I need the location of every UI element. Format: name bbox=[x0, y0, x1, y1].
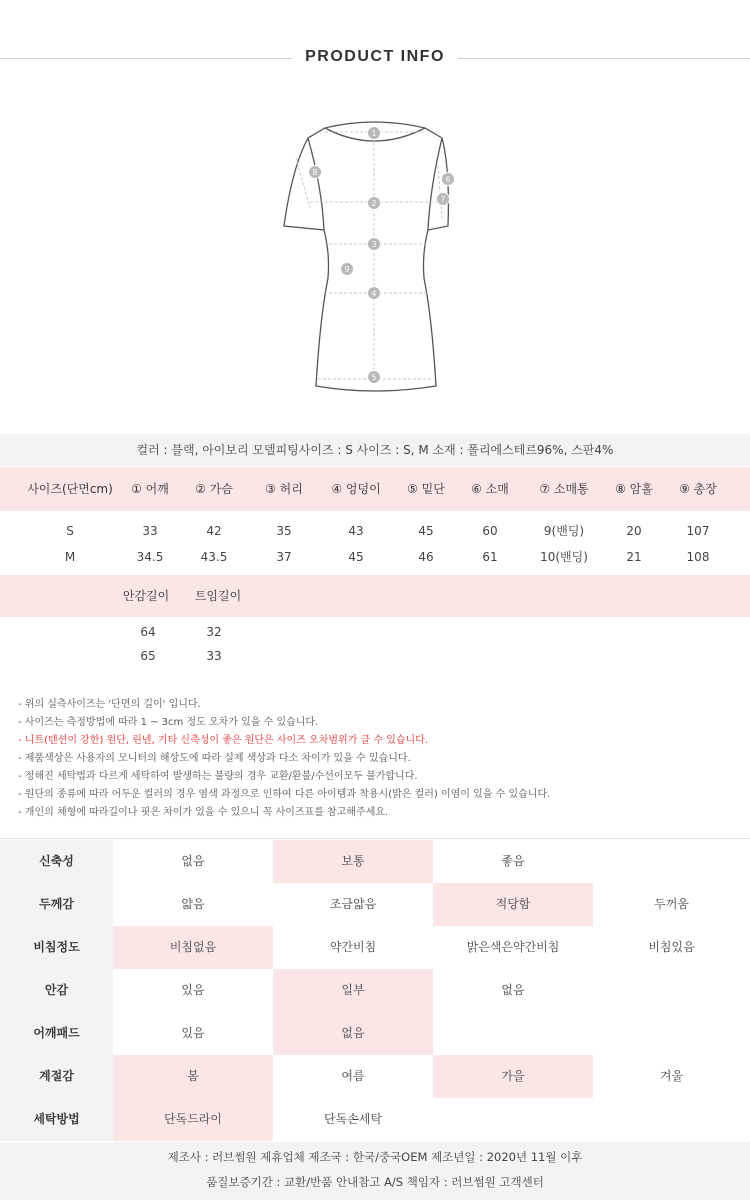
size-cell: M bbox=[64, 550, 76, 564]
col-header-length: ⑨ 총장 bbox=[679, 482, 717, 496]
feature-row-lining bbox=[0, 969, 750, 1012]
footer-line-warranty: 품질보증기간 : 교환/반품 안내참고 A/S 책임자 : 러브썸원 고객센터 bbox=[206, 1175, 544, 1189]
table-row bbox=[0, 619, 750, 645]
col-header-slit-length: 트임길이 bbox=[194, 589, 242, 603]
armhole-cell: 21 bbox=[626, 550, 642, 564]
size-notes bbox=[18, 696, 738, 822]
note-line: - 원단의 종류에 따라 어두운 컬러의 경우 염색 과정으로 인하여 다른 아이템과 착용시(밝은 컬러) 이염이 있을 수 있습니다. bbox=[18, 789, 551, 800]
feature-option: 겨울 bbox=[659, 1069, 684, 1083]
feature-option: 없음 bbox=[181, 854, 205, 868]
size-cell: S bbox=[66, 524, 74, 538]
manufacturer-footer bbox=[0, 1142, 750, 1200]
hem-cell: 46 bbox=[418, 550, 434, 564]
lining-length-cell: 65 bbox=[140, 649, 156, 663]
waist-cell: 35 bbox=[276, 524, 292, 538]
feature-label: 세탁방법 bbox=[0, 1098, 113, 1141]
size-table-header bbox=[0, 467, 750, 511]
feature-option-selected: 보통 bbox=[273, 840, 433, 883]
shoulder-cell: 33 bbox=[142, 524, 158, 538]
marker-label-1: 1 bbox=[371, 129, 377, 138]
marker-label-7: 7 bbox=[440, 195, 446, 204]
sleeve-width-cell: 10(밴딩) bbox=[540, 550, 588, 564]
chest-cell: 42 bbox=[206, 524, 222, 538]
marker-label-2: 2 bbox=[371, 199, 377, 208]
note-line: - 사이즈는 측정방법에 따라 1 ~ 3cm 정도 오차가 있을 수 있습니다. bbox=[18, 717, 319, 728]
note-line-warning: - 니트(텐션이 강한) 원단, 린넨, 기타 신축성이 좋은 원단은 사이즈 오차범위가 클 수 있습니다. bbox=[18, 735, 429, 746]
feature-grid bbox=[0, 840, 750, 1141]
table-row bbox=[0, 643, 750, 669]
feature-option: 비침있음 bbox=[648, 940, 695, 954]
slit-length-cell: 32 bbox=[206, 625, 222, 639]
product-info-line: 컬러 : 블랙, 아이보리 모델피팅사이즈 : S 사이즈 : S, M 소재 : 폴리에스테르96%, 스판4% bbox=[0, 434, 750, 466]
feature-option: 있음 bbox=[181, 1026, 205, 1040]
feature-row-stretch bbox=[0, 840, 750, 883]
marker-label-3: 3 bbox=[371, 240, 377, 249]
feature-option: 조금얇음 bbox=[329, 897, 377, 911]
feature-label: 어깨패드 bbox=[0, 1012, 113, 1055]
feature-row-thickness bbox=[0, 883, 750, 926]
feature-label: 비침정도 bbox=[0, 926, 113, 969]
col-header-shoulder: ① 어깨 bbox=[131, 482, 169, 496]
feature-option-selected: 적당함 bbox=[433, 883, 593, 926]
marker-label-6: 6 bbox=[445, 175, 451, 184]
feature-option: 두꺼움 bbox=[654, 897, 689, 911]
col-header-lining-length: 안감길이 bbox=[122, 589, 170, 603]
feature-row-season bbox=[0, 1055, 750, 1098]
marker-label-5: 5 bbox=[371, 373, 377, 382]
feature-option-selected: 단독드라이 bbox=[113, 1098, 273, 1141]
dress-outline bbox=[284, 122, 448, 391]
section-header bbox=[0, 0, 750, 120]
feature-row-washing bbox=[0, 1098, 750, 1141]
waist-cell: 37 bbox=[276, 550, 292, 564]
col-header-hem: ⑤ 밑단 bbox=[407, 482, 445, 496]
lining-length-cell: 64 bbox=[140, 625, 156, 639]
feature-row-sheerness bbox=[0, 926, 750, 969]
length-cell: 107 bbox=[686, 524, 710, 538]
lining-table-header bbox=[0, 575, 750, 617]
col-header-waist: ③ 허리 bbox=[265, 482, 303, 496]
marker-label-8: 8 bbox=[312, 168, 318, 177]
feature-label: 계절감 bbox=[0, 1055, 113, 1098]
sleeve-width-cell: 9(밴딩) bbox=[543, 524, 585, 538]
feature-label: 안감 bbox=[0, 969, 113, 1012]
armhole-cell: 20 bbox=[626, 524, 642, 538]
table-row bbox=[0, 544, 750, 570]
feature-option: 없음 bbox=[501, 983, 525, 997]
col-header-chest: ② 가슴 bbox=[195, 482, 233, 496]
footer-line-manufacturer: 제조사 : 러브썸원 제휴업체 제조국 : 한국/중국OEM 제조년일 : 2020년 11월 이후 bbox=[167, 1150, 583, 1164]
feature-option-selected: 없음 bbox=[273, 1012, 433, 1055]
feature-option-selected: 일부 bbox=[273, 969, 433, 1012]
marker-label-9: 9 bbox=[344, 265, 350, 274]
col-header-hip: ④ 엉덩이 bbox=[331, 482, 381, 496]
dress-measurement-diagram bbox=[270, 118, 480, 398]
col-header-armhole: ⑧ 암홀 bbox=[615, 482, 653, 496]
feature-label: 신축성 bbox=[0, 840, 113, 883]
sleeve-cell: 61 bbox=[482, 550, 498, 564]
feature-option-selected: 가을 bbox=[433, 1055, 593, 1098]
feature-option: 얇음 bbox=[181, 897, 205, 911]
slit-length-cell: 33 bbox=[206, 649, 222, 663]
feature-option: 밝은색은약간비침 bbox=[466, 940, 560, 954]
note-line: - 개인의 체형에 따라길이나 핏은 차이가 있을 수 있으니 꼭 사이즈표를 참고해주세요. bbox=[18, 807, 389, 818]
shoulder-cell: 34.5 bbox=[136, 550, 164, 564]
note-line: - 제품색상은 사용자의 모니터의 해상도에 따라 실제 색상과 다소 차이가 있을 수 있습니다. bbox=[18, 753, 411, 764]
feature-option: 있음 bbox=[181, 983, 205, 997]
table-row bbox=[0, 518, 750, 544]
features-divider bbox=[0, 838, 750, 839]
feature-option-selected: 비침없음 bbox=[113, 926, 273, 969]
note-line: - 위의 실측사이즈는 '단면의 길이' 입니다. bbox=[18, 699, 201, 710]
col-header-sleeve: ⑥ 소매 bbox=[471, 482, 509, 496]
feature-label: 두께감 bbox=[0, 883, 113, 926]
feature-option: 단독손세탁 bbox=[324, 1112, 382, 1126]
chest-cell: 43.5 bbox=[200, 550, 228, 564]
feature-option: 좋음 bbox=[501, 854, 525, 868]
hip-cell: 43 bbox=[348, 524, 364, 538]
page-title: PRODUCT INFO bbox=[305, 48, 445, 65]
feature-option-selected: 봄 bbox=[113, 1055, 273, 1098]
hem-cell: 45 bbox=[418, 524, 434, 538]
marker-label-4: 4 bbox=[371, 289, 377, 298]
sleeve-cell: 60 bbox=[482, 524, 498, 538]
length-cell: 108 bbox=[686, 550, 710, 564]
note-line: - 정해진 세탁법과 다르게 세탁하여 발생하는 불량의 경우 교환/환불/수선이모두 불가합니다. bbox=[18, 771, 418, 782]
hip-cell: 45 bbox=[348, 550, 364, 564]
col-header-sleeve-width: ⑦ 소매통 bbox=[539, 482, 589, 496]
header-divider-right bbox=[458, 58, 750, 59]
feature-row-shoulder-pad bbox=[0, 1012, 750, 1055]
feature-option: 약간비침 bbox=[329, 940, 377, 954]
feature-option: 여름 bbox=[341, 1069, 365, 1083]
col-header-size: 사이즈(단면cm) bbox=[27, 482, 113, 496]
